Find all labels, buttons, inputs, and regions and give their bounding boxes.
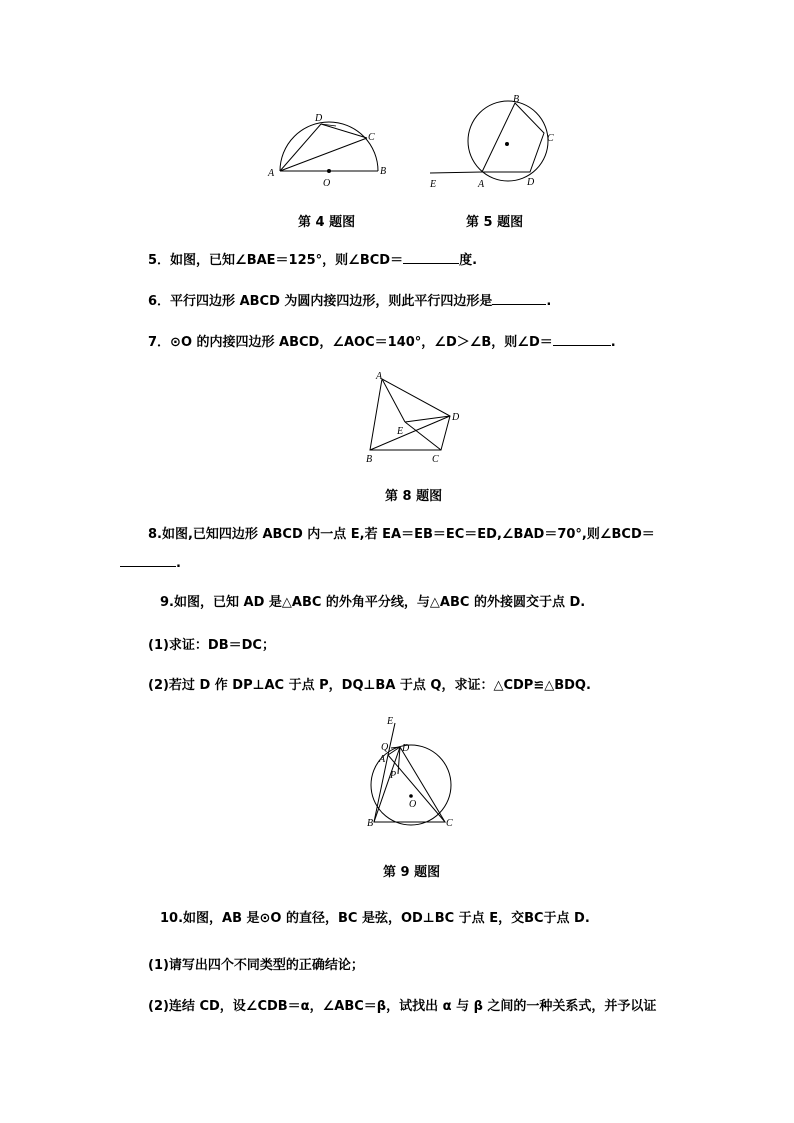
fig4-label-o: O	[323, 178, 331, 189]
question-6	[148, 292, 551, 310]
figure-9-diagram	[362, 712, 472, 837]
question-10-part-1: (1)请写出四个不同类型的正确结论；	[148, 958, 364, 973]
fig5-label-c: C	[547, 133, 554, 144]
question-5-text: 5．如图，已知∠BAE＝125°，则∠BCD＝	[148, 253, 404, 268]
figure-4-caption: 第 4 题图	[298, 215, 356, 230]
fig4-label-c: C	[368, 132, 375, 143]
answer-blank-q5[interactable]	[403, 251, 459, 264]
fig8-label-d: D	[452, 412, 460, 423]
fig8-label-c: C	[432, 454, 439, 465]
answer-blank-q8[interactable]	[120, 554, 176, 567]
question-8-suffix: .	[176, 556, 181, 571]
question-8-text: 8.如图,已知四边形 ABCD 内一点 E,若 EA＝EB＝EC＝ED,∠BAD＝70°,则∠BCD＝	[148, 527, 655, 542]
question-6-text: 6．平行四边形 ABCD 为圆内接四边形，则此平行四边形是	[148, 294, 493, 309]
fig9-label-a: A	[379, 754, 386, 765]
fig9-label-e: E	[387, 716, 394, 727]
figure-5	[426, 92, 566, 192]
fig9-label-d: D	[402, 743, 410, 754]
question-9-stem: 9.如图，已知 AD 是△ABC 的外角平分线，与△ABC 的外接圆交于点 D.	[160, 595, 586, 610]
fig5-label-e: E	[430, 179, 437, 190]
answer-blank-q6[interactable]	[492, 292, 546, 305]
question-9-part-2: (2)若过 D 作 DP⊥AC 于点 P，DQ⊥BA 于点 Q，求证：△CDP≌△BDQ.	[148, 678, 591, 693]
question-10-part-2: (2)连结 CD，设∠CDB＝α，∠ABC＝β，试找出 α 与 β 之间的一种关系式，并予以证	[148, 999, 657, 1014]
question-6-suffix: .	[546, 294, 552, 309]
fig4-label-a: A	[268, 168, 275, 179]
figure-4	[262, 108, 392, 188]
question-7-text: 7．⊙O 的内接四边形 ABCD，∠AOC＝140°，∠D＞∠B，则∠D＝	[148, 335, 553, 350]
figure-8-diagram	[360, 368, 470, 468]
answer-blank-q7[interactable]	[553, 333, 611, 346]
figure-9	[362, 712, 472, 837]
fig8-label-b: B	[366, 454, 373, 465]
figure-8	[360, 368, 470, 468]
figure-8-caption: 第 8 题图	[385, 489, 443, 504]
fig5-label-d: D	[527, 177, 535, 188]
question-7-suffix: .	[610, 335, 616, 350]
fig4-label-b: B	[380, 166, 387, 177]
question-8-answer-line	[120, 554, 181, 572]
fig9-label-o: O	[409, 799, 417, 810]
fig8-label-e: E	[397, 426, 404, 437]
figure-9-caption: 第 9 题图	[383, 865, 441, 880]
question-5	[148, 251, 477, 269]
question-9-part-1: (1)求证：DB＝DC；	[148, 638, 275, 653]
figure-5-caption: 第 5 题图	[466, 215, 524, 230]
question-10-stem: 10.如图，AB 是⊙O 的直径，BC 是弦，OD⊥BC 于点 E，交BC于点 D.	[160, 911, 590, 926]
fig9-label-c: C	[446, 818, 453, 829]
figure-5-diagram	[426, 92, 566, 192]
question-5-suffix: 度.	[459, 253, 478, 268]
fig9-label-b: B	[367, 818, 374, 829]
fig5-label-b: B	[513, 94, 520, 105]
fig9-label-p: P	[390, 770, 397, 781]
figure-4-diagram	[262, 108, 392, 188]
question-7	[148, 333, 616, 351]
fig4-label-d: D	[315, 113, 323, 124]
fig8-label-a: A	[376, 371, 383, 382]
fig5-label-a: A	[478, 179, 485, 190]
fig9-label-q: Q	[381, 742, 389, 753]
question-8	[148, 527, 655, 543]
